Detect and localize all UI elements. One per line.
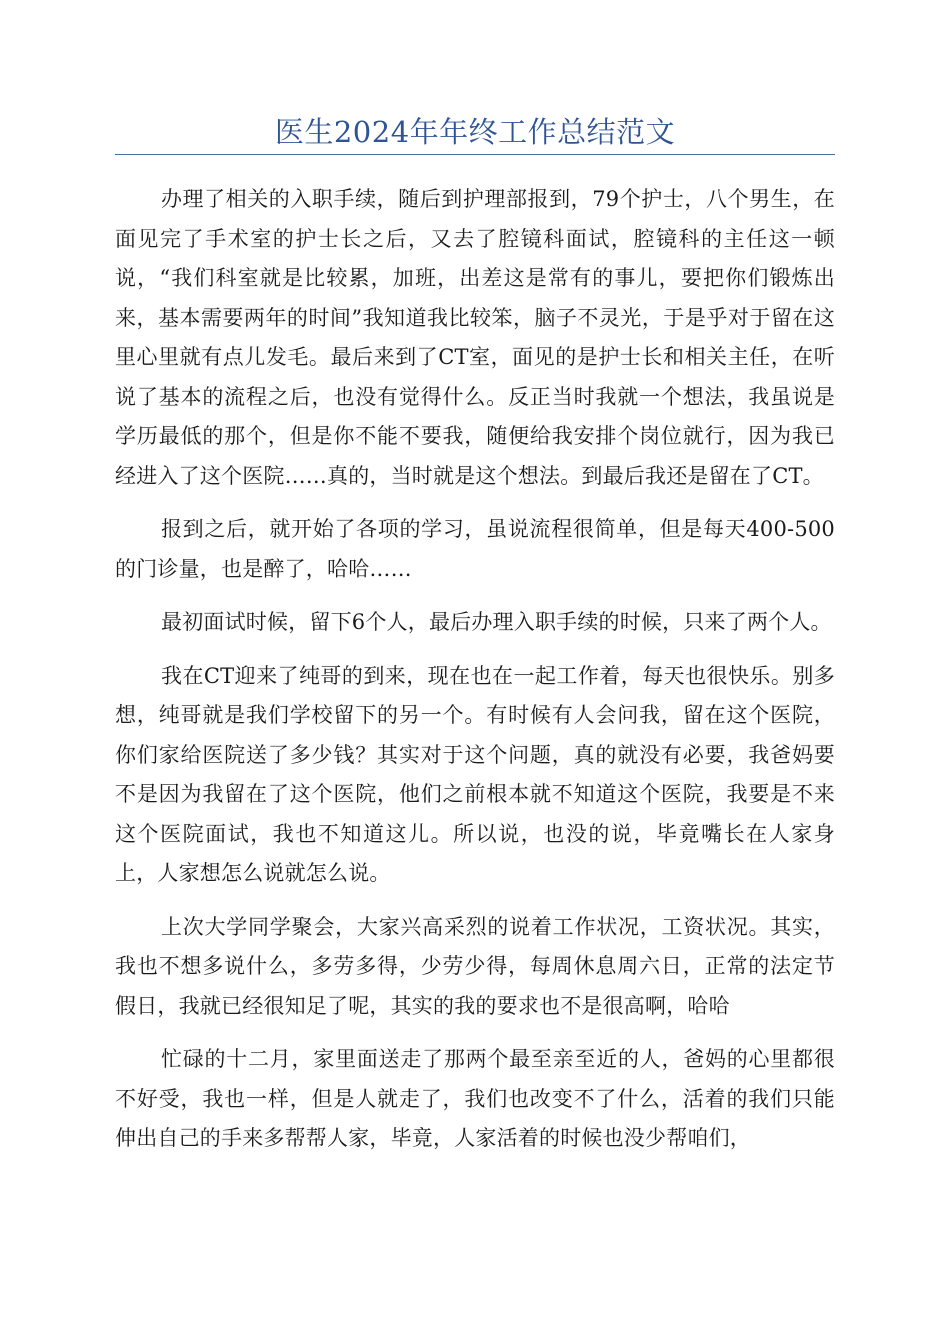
document-body: [115, 180, 835, 1173]
paragraph-4: 我在CT迎来了纯哥的到来，现在也在一起工作着，每天也很快乐。别多想，纯哥就是我们学校留下的另一个。有时候有人会问我，留在这个医院，你们家给医院送了多少钱？其实对于这个问题，真的就没有必要，我爸妈要不是因为我留在了这个医院，他们之前根本就不知道这个医院，我要是不来这个医院面试，我也不知道这儿。所以说，也没的说，毕竟嘴长在人家身上，人家想怎么说就怎么说。: [115, 663, 835, 885]
paragraph-3: 最初面试时候，留下6个人，最后办理入职手续的时候，只来了两个人。: [161, 610, 832, 634]
paragraph-2: 报到之后，就开始了各项的学习，虽说流程很简单，但是每天400-500的门诊量，也是醉了，哈哈……: [115, 517, 835, 581]
document-title: 医生2024年年终工作总结范文: [274, 115, 676, 149]
paragraph-1: 办理了相关的入职手续，随后到护理部报到，79个护士，八个男生，在面见完了手术室的护士长之后，又去了腔镜科面试，腔镜科的主任这一顿说，“我们科室就是比较累，加班，出差这是常有的事儿，要把你们锻炼出来，基本需要两年的时间”我知道我比较笨，脑子不灵光，于是乎对于留在这里心里就有点儿发毛。最后来到了CT室，面见的是护士长和相关主任，在听说了基本的流程之后，也没有觉得什么。反正当时我就一个想法，我虽说是学历最低的那个，但是你不能不要我，随便给我安排个岗位就行，因为我已经进入了这个医院……真的，当时就是这个想法。到最后我还是留在了CT。: [115, 187, 835, 488]
paragraph-6: 忙碌的十二月，家里面送走了那两个最至亲至近的人，爸妈的心里都很不好受，我也一样，但是人就走了，我们也改变不了什么，活着的我们只能伸出自己的手来多帮帮人家，毕竟，人家活着的时候也没少帮咱们，: [115, 1047, 835, 1150]
title-underline: [115, 154, 835, 155]
paragraph-5: 上次大学同学聚会，大家兴高采烈的说着工作状况，工资状况。其实，我也不想多说什么，多劳多得，少劳少得，每周休息周六日，正常的法定节假日，我就已经很知足了呢，其实的我的要求也不是很高啊，哈哈: [115, 914, 835, 1018]
